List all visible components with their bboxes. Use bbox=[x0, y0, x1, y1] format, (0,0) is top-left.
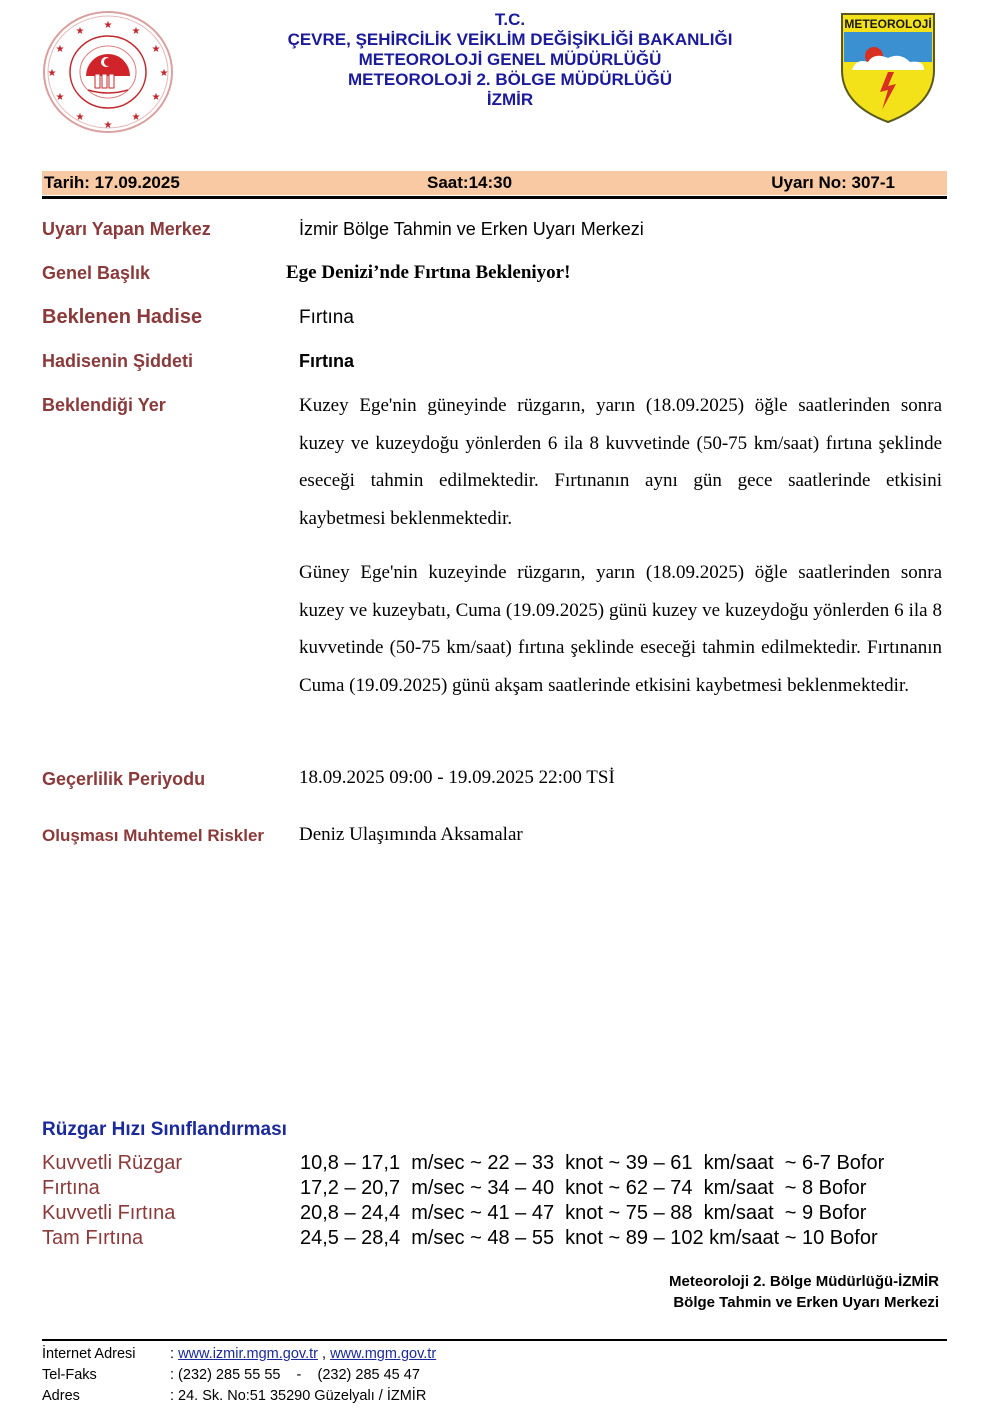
footer-divider bbox=[42, 1339, 947, 1341]
header-line-regional-directorate: METEOROLOJİ 2. BÖLGE MÜDÜRLÜĞÜ bbox=[348, 70, 672, 89]
header-line-ministry: ÇEVRE, ŞEHİRCİLİK VEİKLİM DEĞİŞİKLİĞİ BAKANLIĞI bbox=[287, 30, 733, 49]
wind-classification-title: Rüzgar Hızı Sınıflandırması bbox=[42, 1119, 287, 1140]
wind-row-values: 17,2 – 20,7 m/sec ~ 34 – 40 knot ~ 62 – 74 km/saat ~ 8 Bofor bbox=[300, 1177, 867, 1199]
location-label: Beklendiği Yer bbox=[42, 395, 166, 415]
internet-label: İnternet Adresi bbox=[42, 1346, 136, 1362]
time-text: Saat:14:30 bbox=[427, 173, 513, 192]
svg-text:★: ★ bbox=[55, 92, 65, 103]
location-paragraph-2: Güney Ege'nin kuzeyinde rüzgarın, yarın (18.09.2025) öğle saatlerinden sonra kuzey ve kuzeybatı, Cuma (19.09.2025) günü kuzey ve kuzeydoğu yönlerden 6 ila 8 kuvvetinde (50-75 km/saat) fırtına şeklinde eseceği tahmin edilmektedir. Fırtınanın Cuma (19.09.2025) günü akşam saatlerinde etkisini kaybetmesi beklenmektedir. bbox=[299, 562, 942, 696]
center-label: Uyarı Yapan Merkez bbox=[42, 219, 211, 239]
svg-text:★: ★ bbox=[75, 112, 85, 123]
page-header bbox=[200, 10, 820, 110]
event-value: Fırtına bbox=[299, 307, 354, 328]
headline-label: Genel Başlık bbox=[42, 263, 151, 283]
wind-row-values: 24,5 – 28,4 m/sec ~ 48 – 55 knot ~ 89 – 102 km/saat ~ 10 Bofor bbox=[300, 1227, 878, 1249]
tel-value: : (232) 285 55 55 - (232) 285 45 47 bbox=[170, 1367, 420, 1383]
internet-sep: : bbox=[170, 1346, 179, 1362]
wind-row-name: Tam Fırtına bbox=[42, 1227, 144, 1249]
signature-line-1: Meteoroloji 2. Bölge Müdürlüğü-İZMİR bbox=[669, 1273, 939, 1290]
svg-text:★: ★ bbox=[131, 112, 141, 123]
footer-tel-row bbox=[42, 1365, 642, 1386]
svg-text:★: ★ bbox=[159, 68, 169, 79]
svg-text:★: ★ bbox=[131, 26, 141, 37]
tel-label: Tel-Faks bbox=[42, 1367, 97, 1383]
header-line-general-directorate: METEOROLOJİ GENEL MÜDÜRLÜĞÜ bbox=[358, 50, 662, 69]
shield-text: METEOROLOJİ bbox=[844, 17, 932, 31]
warning-number: Uyarı No: 307-1 bbox=[771, 173, 895, 192]
signature-line-2: Bölge Tahmin ve Erken Uyarı Merkezi bbox=[673, 1294, 939, 1311]
footer-address-row bbox=[42, 1386, 642, 1407]
link-separator: , bbox=[317, 1346, 331, 1362]
svg-text:★: ★ bbox=[75, 26, 85, 37]
headline-value: Ege Denizi’nde Fırtına Bekleniyor! bbox=[286, 262, 571, 283]
validity-label: Geçerlilik Periyodu bbox=[42, 769, 206, 789]
header-divider bbox=[42, 196, 947, 199]
wind-row-name: Kuvvetli Rüzgar bbox=[42, 1152, 183, 1174]
location-paragraph-1: Kuzey Ege'nin güneyinde rüzgarın, yarın (18.09.2025) öğle saatlerinden sonra kuzey ve kuzeydoğu yönlerden 6 ila 8 kuvvetinde (50-75 km/saat) fırtına şeklinde eseceği tahmin edilmektedir. Fırtınanın aynı gün gece saatlerinde etkisini kaybetmesi beklenmektedir. bbox=[299, 395, 942, 529]
link-mgm[interactable]: www.mgm.gov.tr bbox=[330, 1346, 437, 1362]
severity-label: Hadisenin Şiddeti bbox=[42, 351, 194, 371]
date-text: Tarih: 17.09.2025 bbox=[44, 173, 180, 192]
signature-block bbox=[669, 1271, 939, 1313]
meteoroloji-shield-icon bbox=[838, 10, 938, 125]
address-label: Adres bbox=[42, 1388, 80, 1404]
risks-label: Oluşması Muhtemel Riskler bbox=[42, 826, 265, 845]
ministry-seal-icon bbox=[40, 10, 176, 135]
header-line-tc: T.C. bbox=[494, 10, 526, 29]
wind-row-name: Fırtına bbox=[42, 1177, 100, 1199]
wind-row-values: 10,8 – 17,1 m/sec ~ 22 – 33 knot ~ 39 – 61 km/saat ~ 6-7 Bofor bbox=[300, 1152, 885, 1174]
risks-value: Deniz Ulaşımında Aksamalar bbox=[299, 824, 523, 845]
validity-value: 18.09.2025 09:00 - 19.09.2025 22:00 TSİ bbox=[299, 767, 615, 788]
svg-text:★: ★ bbox=[151, 44, 161, 55]
svg-text:★: ★ bbox=[103, 120, 113, 131]
svg-text:★: ★ bbox=[55, 44, 65, 55]
link-izmir-mgm[interactable]: www.izmir.mgm.gov.tr bbox=[178, 1346, 318, 1362]
svg-text:★: ★ bbox=[151, 92, 161, 103]
wind-row-values: 20,8 – 24,4 m/sec ~ 41 – 47 knot ~ 75 – 88 km/saat ~ 9 Bofor bbox=[300, 1202, 867, 1224]
center-value: İzmir Bölge Tahmin ve Erken Uyarı Merkezi bbox=[299, 219, 644, 239]
info-bar bbox=[42, 171, 947, 195]
svg-text:★: ★ bbox=[103, 20, 113, 31]
header-line-city: İZMİR bbox=[486, 90, 534, 109]
address-value: : 24. Sk. No:51 35290 Güzelyalı / İZMİR bbox=[170, 1388, 427, 1404]
severity-value: Fırtına bbox=[299, 351, 355, 371]
svg-text:★: ★ bbox=[47, 68, 57, 79]
wind-row-name: Kuvvetli Fırtına bbox=[42, 1202, 176, 1224]
event-label: Beklenen Hadise bbox=[42, 306, 203, 328]
footer-internet-row bbox=[42, 1344, 642, 1365]
